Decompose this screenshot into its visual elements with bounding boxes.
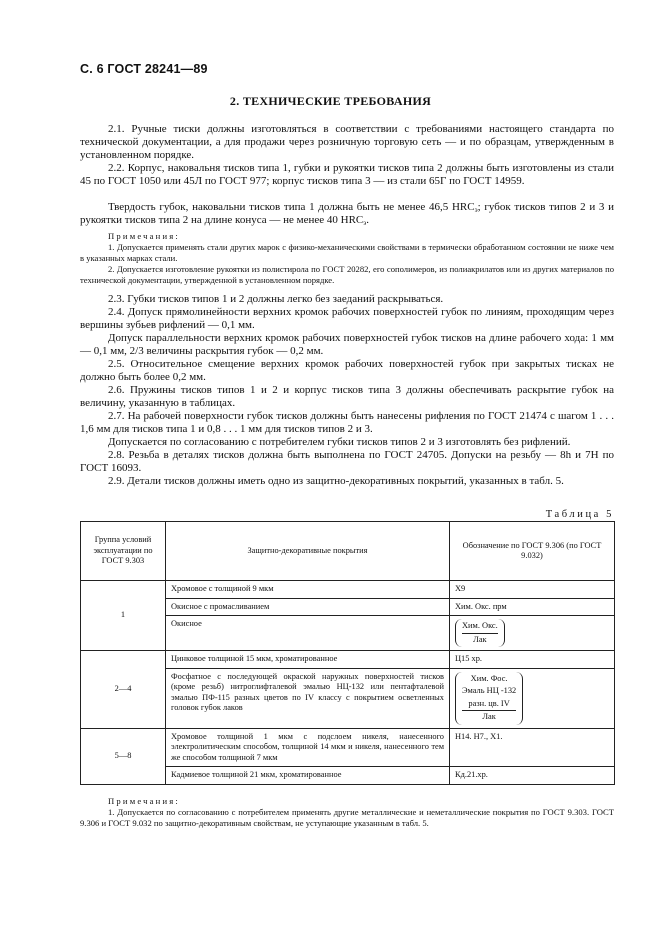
operating-group-cell: 5—8: [81, 728, 166, 784]
clause-paragraph: 2.4. Допуск прямолинейности верхних кромок рабочих поверхностей губок по линиям, проходящим через вершины зубьев рифлений — 0,1 мм.: [80, 306, 614, 331]
notes-2-label: Примечания:: [108, 796, 181, 806]
designation-line: Хим. Окс. прм: [455, 601, 507, 611]
clause-paragraph: 2.7. На рабочей поверхности губок тисков должны быть нанесены рифления по ГОСТ 21474 с шагом 1 . . . 1,6 мм для тисков типа 1 и 0,8 . . . 1 мм для тисков типов 2 и 3.: [80, 410, 614, 435]
designation-cell: [450, 616, 615, 651]
coating-cell: Окисное: [166, 616, 450, 651]
coating-cell: Кадмиевое толщиной 21 мкм, хроматированное: [166, 767, 450, 785]
designation-bracket: [455, 619, 505, 647]
designation-line: Лак: [482, 712, 496, 721]
designation-line: Хим. Фос.: [470, 673, 508, 683]
designation-cell: [450, 767, 615, 785]
clause-2-1: 2.1. Ручные тиски должны изготовляться в соответствии с требованиями настоящего стандарта по технической документации, а для продажи через розничную торговую сеть — и по образцам, утвержденным в установленном порядке.: [80, 123, 614, 161]
page-header: С. 6 ГОСТ 28241—89: [80, 62, 208, 76]
note-1-1: 1. Допускается применять стали других марок с физико-механическими свойствами в термически обработанном состоянии не ниже чем в указанных марках стали.: [80, 242, 614, 263]
coating-cell: Фосфатное с последующей окраской наружных поверхностей тисков (кроме резьб) нитроглифталевой эмалью НЦ-132 или пентафталевой эмалью ПФ-115 разных цветов по IV классу с покрытием осветленных головок губок лаков: [166, 668, 450, 728]
table-row: [81, 728, 615, 767]
clause-paragraph: 2.6. Пружины тисков типов 1 и 2 и корпус тисков типа 3 должны обеспечивать раскрытие губок на величину, указанную в таблицах.: [80, 384, 614, 409]
table-row: [81, 651, 615, 669]
table-row: [81, 581, 615, 599]
clause-paragraph: 2.8. Резьба в деталях тисков должна быть выполнена по ГОСТ 24705. Допуски на резьбу — 8h и 7H по ГОСТ 16093.: [80, 449, 614, 474]
designation-bracket: [455, 672, 523, 725]
designation-line: разн. цв. IV: [462, 698, 516, 712]
hardness-paragraph: [80, 201, 614, 227]
designation-line: Хим. Окс.: [462, 620, 498, 634]
notes-1-label: Примечания:: [108, 231, 181, 241]
designation-line: Ц15 хр.: [455, 654, 482, 663]
notes-2: [80, 796, 614, 829]
header-designation: Обозначение по ГОСТ 9.306 (по ГОСТ 9.032): [450, 522, 615, 581]
designation-cell: [450, 728, 615, 767]
designation-cell: [450, 581, 615, 599]
note-1-2: 2. Допускается изготовление рукоятки из полистирола по ГОСТ 20282, его сополимеров, из полиакрилатов или из других материалов по технической документации, утвержденной в установленном порядке.: [80, 264, 614, 285]
designation-line: Эмаль НЦ -132: [462, 686, 517, 695]
hrc-subscript-2: э: [363, 219, 367, 227]
hardness-text-3: .: [366, 214, 370, 226]
hrc-subscript: э: [474, 206, 478, 214]
header-operating-group: Группа условий эксплуатации по ГОСТ 9.303: [81, 522, 166, 581]
clauses-2-3-2-9: [80, 293, 614, 488]
designation-cell: [450, 668, 615, 728]
coatings-table: [80, 521, 615, 785]
designation-line: Н14. Н7., Х1.: [455, 731, 503, 741]
clause-paragraph: 2.3. Губки тисков типов 1 и 2 должны легко без заеданий раскрываться.: [108, 293, 444, 305]
designation-cell: [450, 598, 615, 616]
clause-paragraph: Допуск параллельности верхних кромок рабочих поверхностей губок тисков на длине рабочего хода: 1 мм — 0,1 мм, 2/3 величины раскрытия губок — 0,2 мм.: [80, 332, 614, 357]
notes-1: [80, 231, 614, 286]
coating-cell: Окисное с промасливанием: [166, 598, 450, 616]
table-header-row: [81, 522, 615, 581]
coating-cell: Цинковое толщиной 15 мкм, хроматированное: [166, 651, 450, 669]
note-2-1: 1. Допускается по согласованию с потребителем применять другие металлические и неметаллические покрытия по ГОСТ 9.303. ГОСТ 9.306 и ГОСТ 9.032 по защитно-декоративным свойствам, не уступающие указанным в табл. 5.: [80, 807, 614, 828]
coating-cell: Хромовое с толщиной 9 мкм: [166, 581, 450, 599]
clauses-2-1-2-2: [80, 123, 614, 188]
designation-cell: [450, 651, 615, 669]
table-caption: Таблица 5: [545, 509, 614, 520]
coating-cell: Хромовое толщиной 1 мкм с подслоем никеля, нанесенного электролитическим способом, толщиной 14 мкм и никеля, нанесенного тем же способом толщиной 7 мкм: [166, 728, 450, 767]
operating-group-cell: 1: [81, 581, 166, 651]
clause-paragraph: 2.9. Детали тисков должны иметь одно из защитно-декоративных покрытий, указанных в табл. 5.: [108, 475, 564, 487]
clause-2-2: 2.2. Корпус, наковальня тисков типа 1, губки и рукоятки тисков типа 2 должны быть изготовлены из стали 45 по ГОСТ 1050 или 45Л по ГОСТ 977; корпус тисков типа 3 — из стали 65Г по ГОСТ 14959.: [80, 162, 614, 187]
clause-paragraph: Допускается по согласованию с потребителем губки тисков типов 2 и 3 изготовлять без рифлений.: [108, 436, 571, 448]
clause-paragraph: 2.5. Относительное смещение верхних кромок рабочих поверхностей губок при закрытых тисках не должно быть более 0,2 мм.: [80, 358, 614, 383]
hardness-text-2: ; губок тисков типов 2 и 3 и рукоятки тисков типа 2 на длине конуса — не менее 40 HRC: [80, 201, 615, 226]
header-coatings: Защитно-декоративные покрытия: [166, 522, 450, 581]
operating-group-cell: 2—4: [81, 651, 166, 729]
designation-line: Кд.21.хр.: [455, 770, 488, 779]
designation-line: Лак: [473, 634, 487, 644]
designation-line: Х9: [455, 584, 466, 593]
hardness-text-1: Твердость губок, наковальни тисков типа 1 должна быть не менее 46,5 HRC: [108, 201, 475, 213]
section-title: 2. ТЕХНИЧЕСКИЕ ТРЕБОВАНИЯ: [229, 94, 432, 108]
